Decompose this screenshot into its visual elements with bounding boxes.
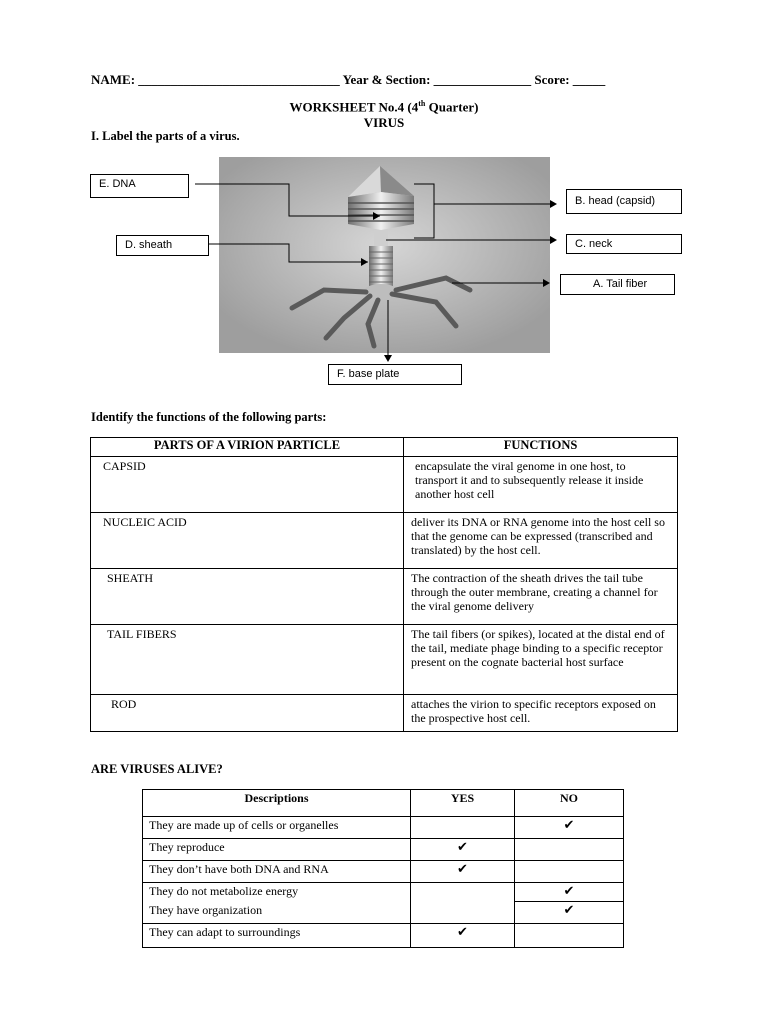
part-cell: NUCLEIC ACID — [91, 513, 404, 569]
worksheet-subtitle: VIRUS — [363, 115, 405, 130]
description-cell: They reproduce — [143, 839, 411, 861]
description-cell: They can adapt to surroundings — [143, 924, 411, 948]
yes-cell: ✔ — [411, 924, 515, 948]
description-cell: They have organization — [143, 902, 411, 924]
label-tail-fiber: A. Tail fiber — [560, 274, 675, 295]
table-row — [143, 817, 624, 839]
worksheet-title-quarter: Quarter) — [425, 99, 479, 115]
table-row — [91, 513, 678, 569]
part-cell: TAIL FIBERS — [91, 625, 404, 695]
worksheet-title-main: WORKSHEET No.4 (4 — [289, 99, 419, 115]
section1-heading: I. Label the parts of a virus. — [91, 129, 240, 143]
yes-cell: ✔ — [411, 839, 515, 861]
column-header-descriptions: Descriptions — [143, 790, 411, 817]
label-base-plate: F. base plate — [328, 364, 462, 385]
part-cell: SHEATH — [91, 569, 404, 625]
yes-cell: ✔ — [411, 861, 515, 883]
table-row — [143, 902, 624, 924]
part-cell: ROD — [91, 695, 404, 732]
label-sheath: D. sheath — [116, 235, 209, 256]
table-row — [91, 625, 678, 695]
description-cell: They don’t have both DNA and RNA — [143, 861, 411, 883]
alive-table-header — [143, 790, 624, 817]
label-dna: E. DNA — [90, 174, 189, 198]
table-row — [143, 839, 624, 861]
column-header-parts: PARTS OF A VIRION PARTICLE — [91, 438, 404, 457]
table-row — [143, 861, 624, 883]
yes-cell — [411, 883, 515, 902]
section2-heading: Identify the functions of the following parts: — [91, 410, 327, 424]
worksheet-title-superscript: th — [418, 99, 426, 108]
no-cell: ✔ — [515, 817, 624, 839]
yes-cell — [411, 817, 515, 839]
alive-table — [142, 789, 624, 948]
table-row — [91, 569, 678, 625]
no-cell — [515, 861, 624, 883]
table-row — [143, 924, 624, 948]
table-row — [91, 695, 678, 732]
functions-table-header — [91, 438, 678, 457]
name-year-score-line: NAME: _______________________________ Year & Section: _______________ Score: _____ — [91, 72, 606, 87]
function-cell: attaches the virion to specific receptors exposed on the prospective host cell. — [404, 695, 678, 732]
function-cell: The tail fibers (or spikes), located at the distal end of the tail, mediate phage binding to a specific receptor present on the cognate bacterial host surface — [404, 625, 678, 695]
functions-table — [90, 437, 678, 732]
no-cell: ✔ — [515, 883, 624, 902]
table-row — [143, 883, 624, 902]
label-neck: C. neck — [566, 234, 682, 254]
description-cell: They are made up of cells or organelles — [143, 817, 411, 839]
table-row — [91, 457, 678, 513]
no-cell: ✔ — [515, 902, 624, 924]
no-cell — [515, 924, 624, 948]
column-header-no: NO — [515, 790, 624, 817]
no-cell — [515, 839, 624, 861]
yes-cell — [411, 902, 515, 924]
column-header-yes: YES — [411, 790, 515, 817]
column-header-functions: FUNCTIONS — [404, 438, 678, 457]
function-cell: deliver its DNA or RNA genome into the host cell so that the genome can be expressed (transcribed and translated) by the host cell. — [404, 513, 678, 569]
part-cell: CAPSID — [91, 457, 404, 513]
function-cell: encapsulate the viral genome in one host, to transport it and to subsequently release it inside another host cell — [404, 457, 678, 513]
description-cell: They do not metabolize energy — [143, 883, 411, 902]
section3-heading: ARE VIRUSES ALIVE? — [91, 762, 223, 776]
label-head-capsid: B. head (capsid) — [566, 189, 682, 214]
function-cell: The contraction of the sheath drives the tail tube through the outer membrane, creating a channel for the viral genome delivery — [404, 569, 678, 625]
